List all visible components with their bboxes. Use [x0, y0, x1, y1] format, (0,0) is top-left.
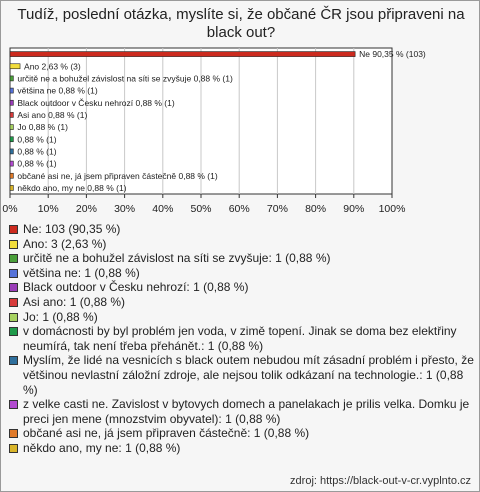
legend-item [9, 280, 475, 295]
bar-label: 0,88 % (1) [17, 146, 57, 157]
legend-item [9, 237, 475, 252]
bar [10, 52, 355, 57]
bar-label: Jo 0,88 % (1) [17, 122, 68, 133]
legend-swatch [9, 429, 18, 438]
x-tick-label: 30% [114, 203, 136, 215]
x-tick-label: 80% [305, 203, 327, 215]
bar [10, 149, 13, 154]
x-tick-label: 100% [378, 203, 406, 215]
bar [10, 76, 13, 81]
legend-item [9, 397, 475, 426]
legend-label: většina ne: 1 (0,88 %) [23, 265, 140, 280]
x-tick-label: 90% [343, 203, 365, 215]
bar [10, 100, 13, 105]
legend-item [9, 222, 475, 237]
legend-label: z velke casti ne. Zavislost v bytovych domech a panelakach je prilis velka. Domku je preci jen mene (mnozstvim obyvatel): 1 (0,88 %) [23, 397, 470, 426]
bar-label: určitě ne a bohužel závislost na síti se zvyšuje 0,88 % (1) [17, 73, 233, 84]
legend-swatch [9, 298, 18, 307]
legend-swatch [9, 400, 18, 409]
bar-label: Black outdoor v Česku nehrozí 0,88 % (1) [17, 97, 175, 108]
legend-label: v domácnosti by byl problém jen voda, v zimě topení. Jinak se doma bez elektřiny neumírá, tak není třeba přehánět.: 1 (0,88 %) [23, 324, 457, 353]
x-tick-label: 0% [2, 203, 18, 215]
legend-item [9, 310, 475, 325]
bar-label: občané asi ne, já jsem připraven částečně 0,88 % (1) [17, 170, 218, 181]
x-tick-label: 40% [152, 203, 174, 215]
source-credit: zdroj: https://black-out-v-cr.vyplnto.cz [290, 475, 471, 487]
legend-item [9, 426, 475, 441]
bar-label: 0,88 % (1) [17, 158, 57, 169]
legend-swatch [9, 327, 18, 336]
legend-swatch [9, 313, 18, 322]
x-tick-label: 50% [190, 203, 212, 215]
legend-label: Black outdoor v Česku nehrozí: 1 (0,88 %) [23, 280, 249, 295]
legend-label: Jo: 1 (0,88 %) [23, 309, 98, 324]
legend-label: Ne: 103 (90,35 %) [23, 222, 121, 236]
legend-swatch [9, 269, 18, 278]
bar-label: někdo ano, my ne 0,88 % (1) [17, 182, 127, 193]
bar [10, 88, 13, 93]
legend-item [9, 324, 475, 353]
bar-label: Ano 2,63 % (3) [24, 61, 81, 72]
legend-swatch [9, 283, 18, 292]
bar [10, 112, 13, 117]
legend-label: někdo ano, my ne: 1 (0,88 %) [23, 440, 181, 455]
legend-swatch [9, 225, 18, 234]
bar [10, 161, 13, 166]
bar-chart [1, 1, 479, 219]
bar-label: většina ne 0,88 % (1) [17, 85, 98, 96]
bar [10, 185, 13, 190]
legend-swatch [9, 240, 18, 249]
legend-swatch [9, 356, 18, 365]
legend-swatch [9, 444, 18, 453]
legend-label: Ano: 3 (2,63 %) [23, 236, 107, 251]
legend-swatch [9, 254, 18, 263]
bar-label: 0,88 % (1) [17, 134, 57, 145]
bar [10, 137, 13, 142]
bar [10, 125, 13, 130]
legend [9, 222, 475, 456]
bar [10, 173, 13, 178]
legend-label: Asi ano: 1 (0,88 %) [23, 294, 126, 309]
legend-label: občané asi ne, já jsem připraven částečně: 1 (0,88 %) [23, 426, 310, 441]
x-tick-label: 20% [75, 203, 97, 215]
x-tick-label: 70% [266, 203, 288, 215]
legend-item [9, 353, 475, 397]
legend-item [9, 295, 475, 310]
legend-label: Myslím, že lidé na vesnicích s black outem nebudou mít zásadní problém i přesto, že většinou nevlastní záložní zdroje, ale nejsou tolik odkázaní na technologie.: 1 (0,88 %) [23, 353, 474, 397]
bar-label: Asi ano 0,88 % (1) [17, 109, 88, 120]
legend-item [9, 266, 475, 281]
bar [10, 64, 20, 69]
x-tick-label: 10% [37, 203, 59, 215]
bar-label: Ne 90,35 % (103) [359, 49, 426, 60]
x-tick-label: 60% [228, 203, 250, 215]
chart-title: Tudíž, poslední otázka, myslíte si, že občané ČR jsou připraveni na black out? [17, 6, 465, 41]
legend-label: určitě ne a bohužel závislost na síti se zvyšuje: 1 (0,88 %) [23, 251, 331, 266]
legend-item [9, 441, 475, 456]
legend-item [9, 251, 475, 266]
